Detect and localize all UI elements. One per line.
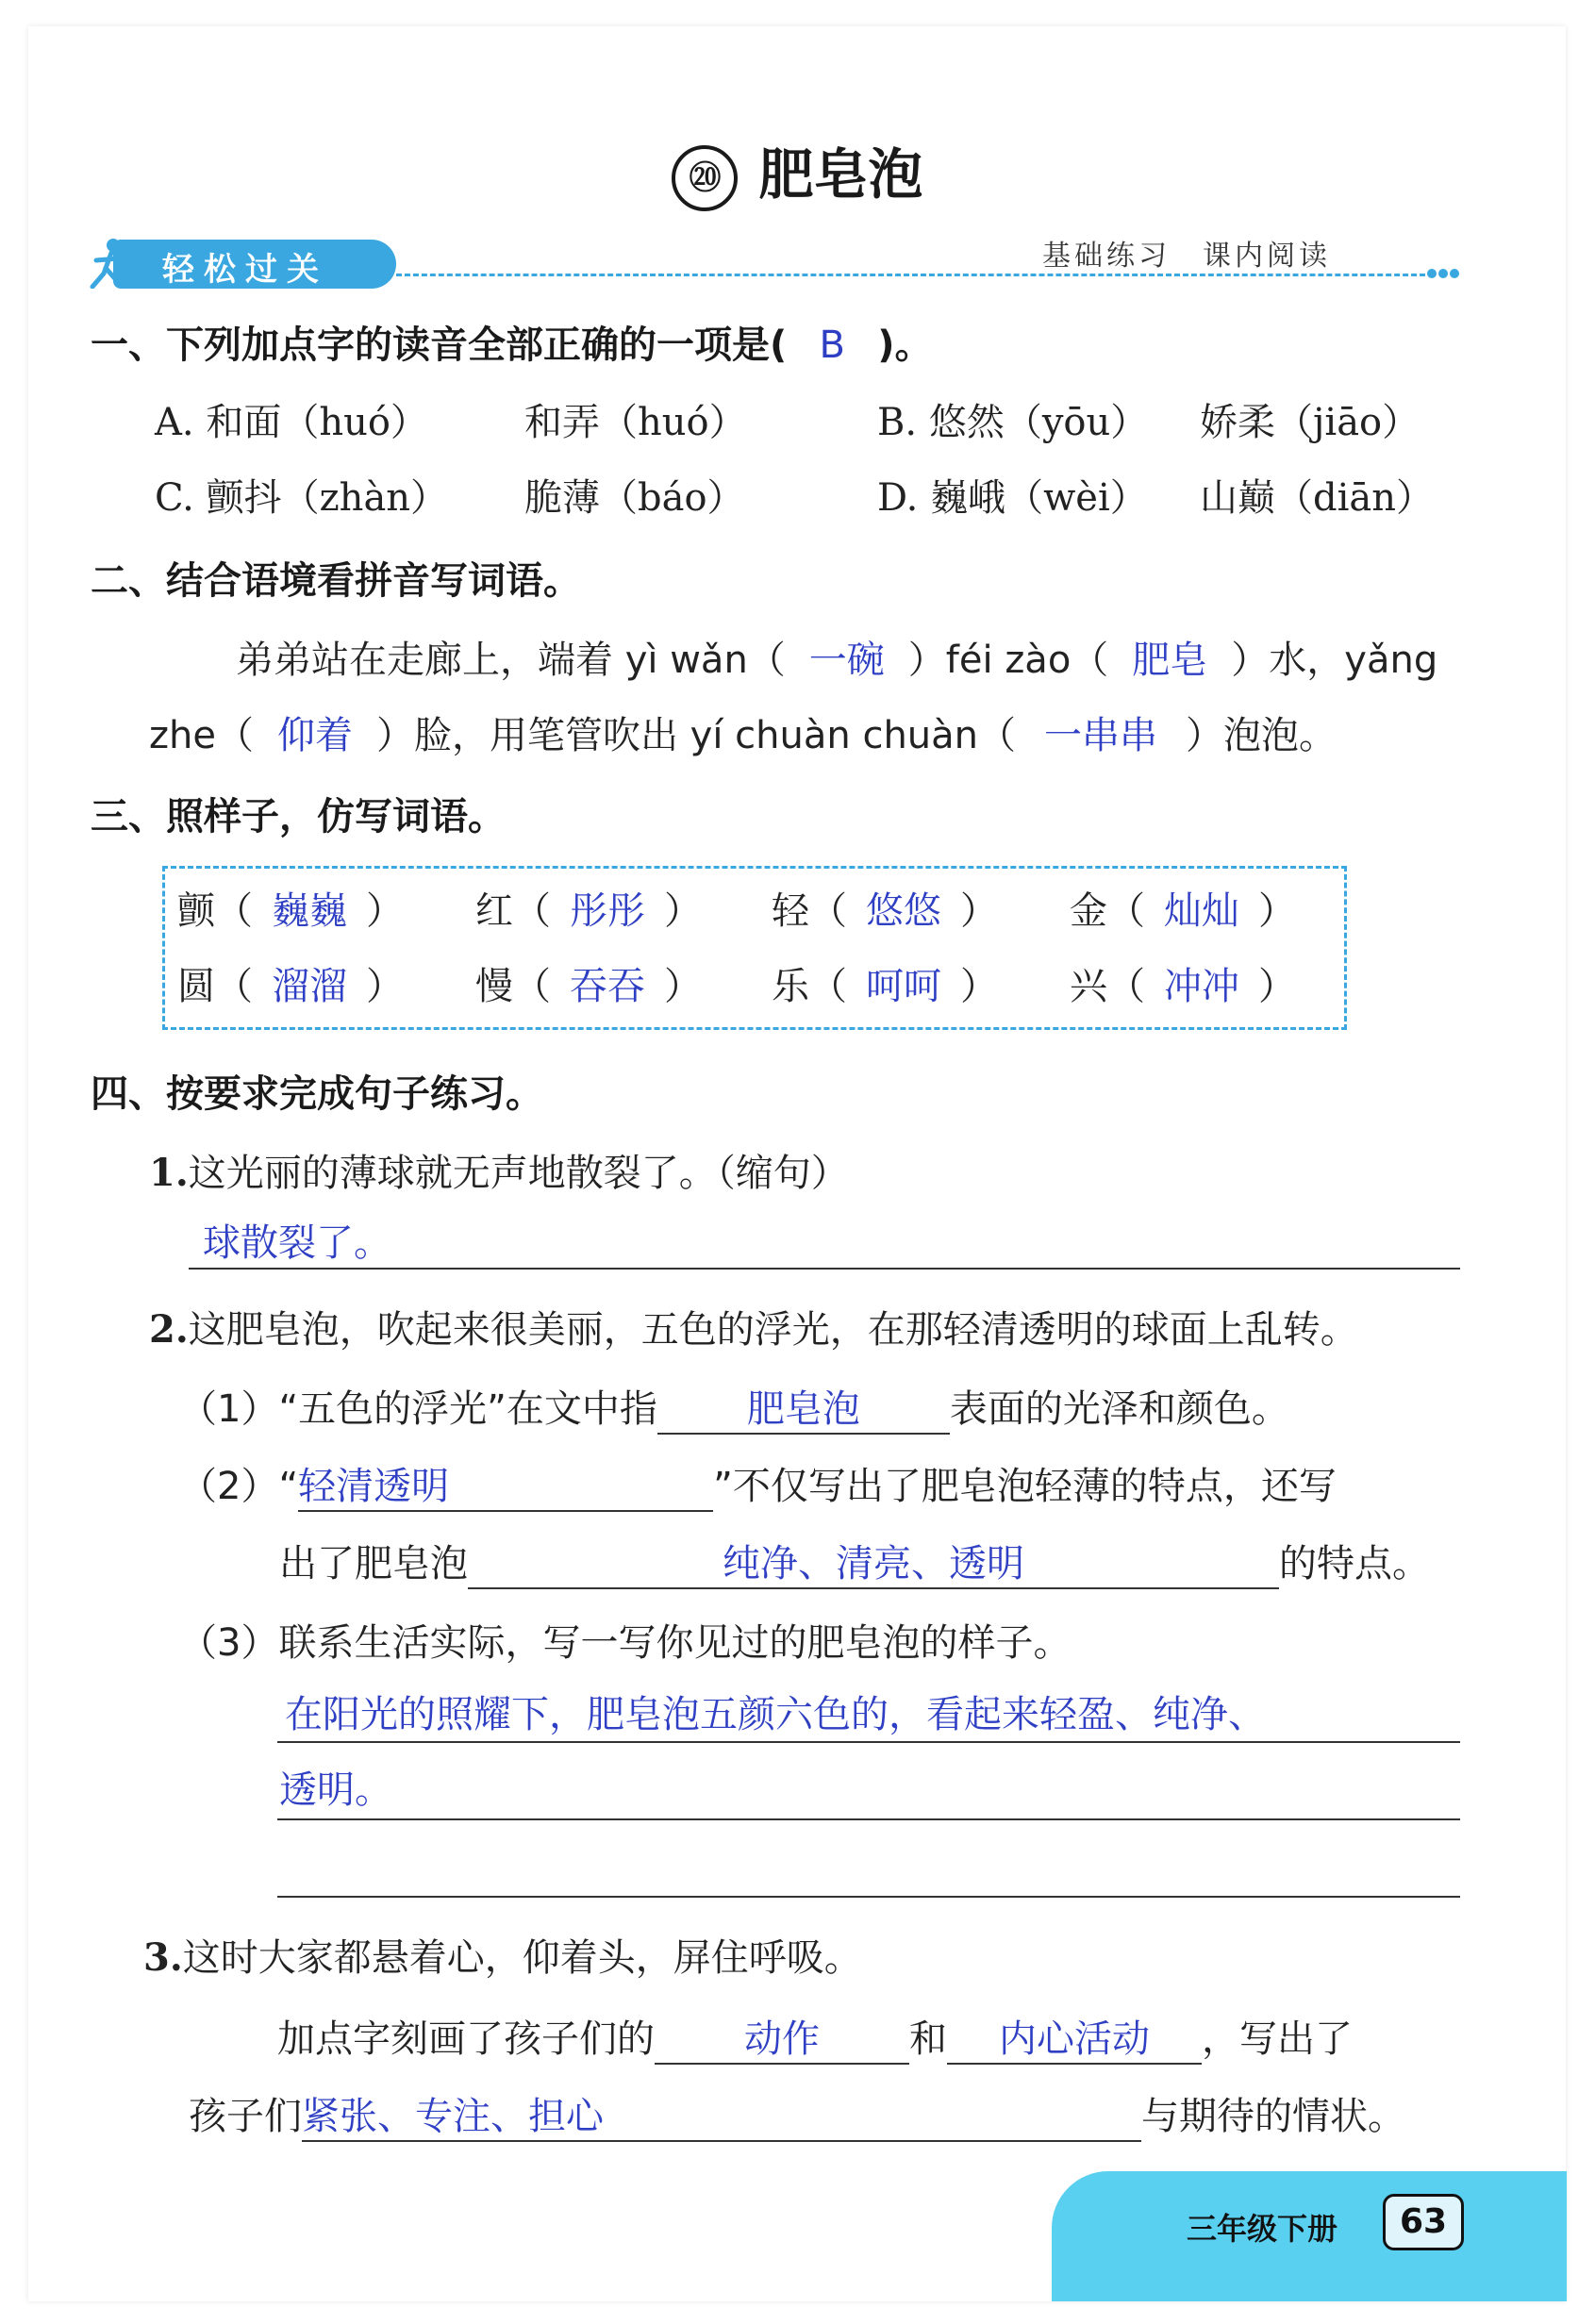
q3-item-char: 颤 — [177, 889, 215, 933]
banner-tag — [113, 240, 396, 289]
q3-item-close: ） — [1258, 889, 1296, 933]
q4-s2-p2a: （2）“ — [179, 1465, 299, 1508]
q4-s1-text: 这光丽的薄球就无声地散裂了。（缩句） — [188, 1152, 849, 1195]
q4-s3-l1b: 和 — [909, 2017, 947, 2061]
q3-item — [475, 956, 702, 1010]
q3-item — [177, 881, 404, 935]
q1-heading-close: )。 — [877, 324, 933, 367]
q2-answer-1: 一碗 — [808, 639, 885, 682]
q2-line-1a: 弟弟站在走廊上，端着 yì wǎn（ — [236, 639, 786, 682]
q4-s3-answer-2: 内心活动 — [947, 2009, 1202, 2065]
q4-s3-answer-1: 动作 — [655, 2009, 909, 2065]
q3-item-close: ） — [366, 965, 404, 1008]
banner-subtitle: 基础练习 课内阅读 — [1042, 240, 1331, 273]
q3-item-open: （ — [215, 889, 253, 933]
q1-option-d1: D. 巍峨（wèi） — [877, 476, 1148, 520]
q3-item — [177, 956, 404, 1010]
q1-answer: B — [819, 324, 845, 367]
q3-item-open: （ — [513, 965, 551, 1008]
q4-s3-l2b: 与期待的情状。 — [1141, 2095, 1405, 2138]
q1-heading-text: 一、下列加点字的读音全部正确的一项是( — [91, 324, 788, 367]
q3-item-char: 圆 — [177, 965, 215, 1008]
q3-item-answer: 吞吞 — [570, 965, 645, 1008]
q4-s3-answer-3: 紧张、专注、担心 — [302, 2086, 1141, 2142]
q3-item-char: 慢 — [475, 965, 513, 1008]
q4-s2-p2c: 出了肥皂泡 — [279, 1542, 468, 1585]
lesson-title: 肥皂泡 — [758, 142, 923, 207]
q3-item-open: （ — [513, 889, 551, 933]
q3-item — [1070, 956, 1296, 1010]
q3-item-answer: 灿灿 — [1164, 889, 1239, 933]
q2-line-2c: ）泡泡。 — [1186, 714, 1337, 757]
q3-item-char: 红 — [475, 889, 513, 933]
q4-s2-p1b: 表面的光泽和颜色。 — [949, 1387, 1289, 1431]
q3-item-answer: 溜溜 — [272, 965, 347, 1008]
divider-end-icon — [1424, 264, 1462, 283]
q3-item-char: 乐 — [772, 965, 809, 1008]
q4-s2-p3-answer-1: 在阳光的照耀下，肥皂泡五颜六色的，看起来轻盈、纯净、 — [285, 1693, 1266, 1736]
q1-option-b1: B. 悠然（yōu） — [877, 401, 1149, 444]
lesson-number: ⑳ — [672, 145, 738, 211]
q3-item-open: （ — [809, 889, 847, 933]
q1-heading — [91, 315, 933, 369]
q1-option-c2: 脆薄（báo） — [524, 476, 745, 520]
q1-option-c1: C. 颤抖（zhàn） — [155, 476, 449, 520]
q2-line-1b: ）féi zào（ — [907, 639, 1109, 682]
q4-s2-p1a: （1）“五色的浮光”在文中指 — [179, 1387, 657, 1431]
q3-item-close: ） — [366, 889, 404, 933]
q4-s2-p3-line-3 — [277, 1896, 1460, 1898]
q4-s1-num: 1. — [149, 1151, 189, 1195]
q2-answer-4: 一串串 — [1044, 714, 1158, 757]
q3-item-close: ） — [664, 889, 702, 933]
q3-item — [772, 956, 998, 1010]
q2-line-1c: ）水，yǎng — [1231, 639, 1438, 682]
q4-s2 — [149, 1300, 1358, 1353]
q3-item-open: （ — [1107, 889, 1145, 933]
q3-item-answer: 彤彤 — [570, 889, 645, 933]
q4-heading: 四、按要求完成句子练习。 — [91, 1072, 543, 1116]
q3-item — [475, 881, 702, 935]
q1-option-b2: 娇柔（jiāo） — [1200, 401, 1421, 444]
q3-item-answer: 呵呵 — [866, 965, 941, 1008]
q4-s2-text: 这肥皂泡，吹起来很美丽，五色的浮光，在那轻清透明的球面上乱转。 — [188, 1308, 1358, 1352]
q4-s1 — [149, 1143, 849, 1197]
banner-divider — [396, 274, 1434, 276]
q4-s2-p2b: ”不仅写出了肥皂泡轻薄的特点，还写 — [713, 1465, 1337, 1508]
q3-item-close: ） — [960, 889, 998, 933]
q2-line-2 — [149, 706, 1337, 759]
q4-s2-p2-line2 — [279, 1534, 1430, 1589]
q2-heading: 二、结合语境看拼音写词语。 — [91, 559, 581, 603]
q3-item — [772, 881, 998, 935]
q3-item-answer: 巍巍 — [272, 889, 347, 933]
q3-item-close: ） — [664, 965, 702, 1008]
q1-option-d2: 山巅（diān） — [1200, 476, 1435, 520]
q4-s2-p2 — [179, 1456, 1337, 1512]
q4-s3-l1c: ，写出了 — [1202, 2017, 1353, 2061]
q3-item-char: 轻 — [772, 889, 809, 933]
q2-answer-3: 仰着 — [276, 714, 353, 757]
q4-s1-answer: 球散裂了。 — [203, 1221, 391, 1265]
page-title — [0, 130, 1595, 211]
q4-s2-p2-answer2: 纯净、清亮、透明 — [468, 1534, 1279, 1589]
q1-option-a1: A. 和面（huó） — [155, 401, 428, 444]
q3-item-answer: 悠悠 — [866, 889, 941, 933]
q3-item-char: 金 — [1070, 889, 1107, 933]
banner-label: 轻松过关 — [162, 251, 328, 289]
q4-s3-line-2 — [189, 2086, 1405, 2142]
footer-grade: 三年级下册 — [1187, 2211, 1338, 2247]
q3-item-close: ） — [1258, 965, 1296, 1008]
q3-item-char: 兴 — [1070, 965, 1107, 1008]
q4-s1-answer-line — [189, 1268, 1460, 1270]
q4-s2-p3-line-2 — [277, 1818, 1460, 1820]
q4-s2-p2-answer: 轻清透明 — [298, 1456, 713, 1512]
q3-item-open: （ — [1107, 965, 1145, 1008]
q3-item-answer: 冲冲 — [1164, 965, 1239, 1008]
q1-option-a2: 和弄（huó） — [524, 401, 747, 444]
q2-line-2a: zhe（ — [149, 714, 254, 757]
q4-s2-p1 — [179, 1379, 1289, 1435]
q3-item-close: ） — [960, 965, 998, 1008]
q4-s2-num: 2. — [149, 1307, 189, 1352]
q4-s2-p3-line-1 — [277, 1741, 1460, 1743]
q4-s3-line-1 — [277, 2009, 1353, 2065]
q4-s2-p3: （3）联系生活实际，写一写你见过的肥皂泡的样子。 — [179, 1621, 1072, 1665]
q3-item-open: （ — [215, 965, 253, 1008]
q4-s3 — [143, 1928, 862, 1982]
q4-s3-num: 3. — [143, 1935, 183, 1980]
page-number: 63 — [1383, 2194, 1464, 2250]
q3-item — [1070, 881, 1296, 935]
q4-s3-l2a: 孩子们 — [189, 2095, 302, 2138]
q4-s2-p3-answer-2: 透明。 — [279, 1768, 392, 1812]
q4-s3-l1a: 加点字刻画了孩子们的 — [277, 2017, 655, 2061]
q2-answer-2: 肥皂 — [1132, 639, 1208, 682]
q4-s3-text: 这时大家都悬着心，仰着头，屏住呼吸。 — [182, 1936, 862, 1980]
q3-heading: 三、照样子，仿写词语。 — [91, 795, 506, 838]
q2-line-2b: ）脸，用笔管吹出 yí chuàn chuàn（ — [375, 714, 1017, 757]
q2-line-1 — [236, 630, 1437, 684]
q3-item-open: （ — [809, 965, 847, 1008]
q4-s2-p1-answer: 肥皂泡 — [657, 1379, 950, 1435]
q4-s2-p2d: 的特点。 — [1279, 1542, 1430, 1585]
